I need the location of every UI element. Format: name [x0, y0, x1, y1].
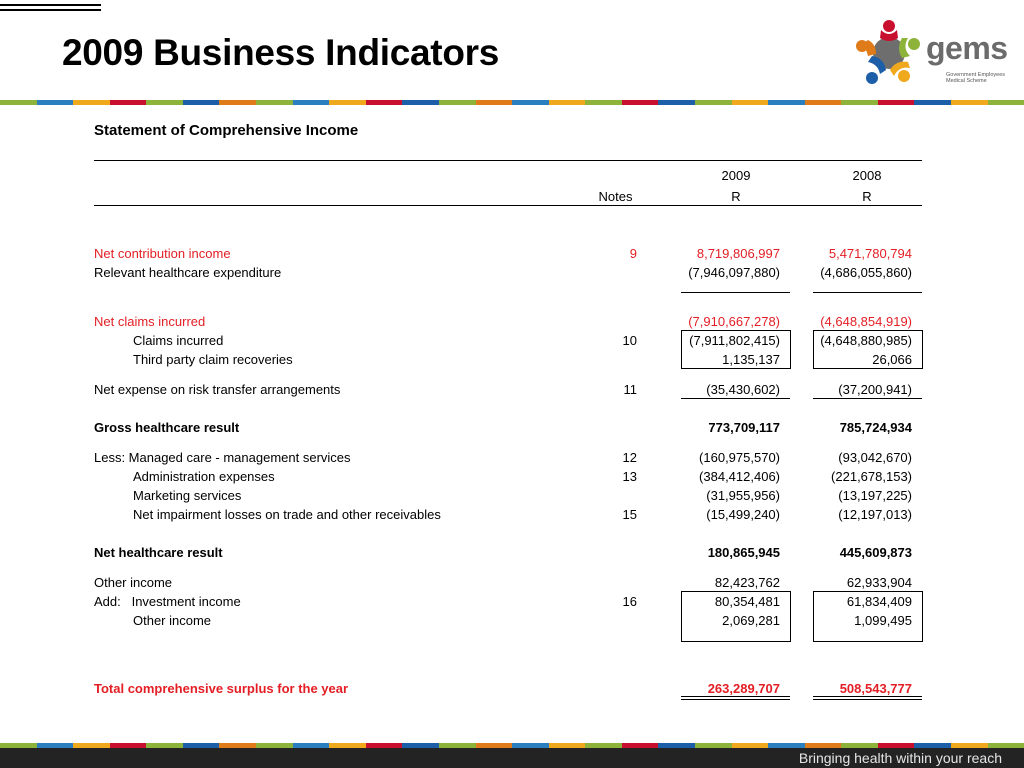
- header-notes: Notes: [598, 189, 633, 204]
- row-value-2008: (12,197,013): [838, 507, 912, 522]
- table-row: [0, 592, 1024, 611]
- row-value-2009: 1,135,137: [722, 352, 780, 367]
- row-label: Claims incurred: [133, 333, 224, 348]
- table-row: [0, 543, 1024, 562]
- stripe-segment: [878, 100, 915, 105]
- logo-tagline: Government Employees Medical Scheme: [946, 72, 1005, 84]
- row-value-2009: (15,499,240): [706, 507, 780, 522]
- row-note: 9: [629, 246, 637, 261]
- row-note: 15: [622, 507, 637, 522]
- row-value-2008: 62,933,904: [846, 575, 912, 590]
- stripe-segment: [768, 100, 805, 105]
- total-double-rule: [813, 699, 922, 700]
- header-currency-2008: R: [862, 189, 872, 204]
- gems-emblem-icon: [854, 18, 924, 88]
- row-label: Add: Investment income: [94, 594, 241, 609]
- row-label: Less: Managed care - management services: [94, 450, 351, 465]
- row-label: Other income: [133, 613, 212, 628]
- row-value-2009: 2,069,281: [722, 613, 780, 628]
- stripe-segment: [549, 100, 586, 105]
- table-row: [0, 467, 1024, 486]
- row-value-2008: 785,724,934: [839, 420, 912, 435]
- stripe-segment: [951, 100, 988, 105]
- stripe-segment: [37, 100, 74, 105]
- row-value-2009: (7,946,097,880): [688, 265, 780, 280]
- row-label: Other income: [94, 575, 173, 590]
- table-row: [0, 331, 1024, 350]
- row-label: Net claims incurred: [94, 314, 206, 329]
- stripe-segment: [329, 100, 366, 105]
- table-row: [0, 448, 1024, 467]
- total-double-rule: [813, 696, 922, 697]
- gems-logo: [854, 18, 1014, 88]
- row-value-2008: (93,042,670): [838, 450, 912, 465]
- row-value-2008: 1,099,495: [854, 613, 912, 628]
- subtotal-rule: [681, 292, 790, 293]
- row-value-2009: 82,423,762: [714, 575, 780, 590]
- row-value-2008: (4,686,055,860): [820, 265, 912, 280]
- row-value-2009: (7,910,667,278): [688, 314, 780, 329]
- stripe-segment: [585, 100, 622, 105]
- row-value-2009: (7,911,802,415): [689, 333, 780, 348]
- row-value-2009: (31,955,956): [706, 488, 780, 503]
- slide-title: 2009 Business Indicators: [62, 32, 499, 73]
- row-note: 13: [622, 469, 637, 484]
- row-note: 16: [622, 594, 637, 609]
- subtotal-rule: [813, 292, 922, 293]
- table-row: [0, 244, 1024, 263]
- stripe-segment: [732, 100, 769, 105]
- row-value-2009: 773,709,117: [708, 420, 780, 435]
- stripe-segment: [73, 100, 110, 105]
- stripe-segment: [805, 100, 842, 105]
- header-top-rule: [94, 160, 922, 161]
- row-value-2008: 61,834,409: [846, 594, 912, 609]
- row-label: Net expense on risk transfer arrangements: [94, 382, 341, 397]
- corner-decoration: [0, 4, 101, 14]
- row-label: Marketing services: [133, 488, 242, 503]
- row-value-2008: (4,648,854,919): [820, 314, 912, 329]
- row-value-2008: (37,200,941): [838, 382, 912, 397]
- stripe-segment: [914, 100, 951, 105]
- row-value-2009: (160,975,570): [699, 450, 780, 465]
- subtotal-rule: [681, 398, 790, 399]
- header-notes-row: [0, 187, 1024, 206]
- row-label: Total comprehensive surplus for the year: [94, 681, 349, 696]
- stripe-segment: [476, 100, 513, 105]
- stripe-segment: [841, 100, 878, 105]
- row-value-2009: 263,289,707: [707, 681, 780, 696]
- stripe-segment: [512, 100, 549, 105]
- row-value-2009: (384,412,406): [699, 469, 780, 484]
- stripe-segment: [439, 100, 476, 105]
- row-label: Net healthcare result: [94, 545, 223, 560]
- row-label: Relevant healthcare expenditure: [94, 265, 282, 280]
- stripe-segment: [622, 100, 659, 105]
- top-color-stripe: [0, 100, 1024, 105]
- statement-title: Statement of Comprehensive Income: [94, 122, 359, 139]
- stripe-segment: [183, 100, 220, 105]
- table-row: [0, 263, 1024, 282]
- stripe-segment: [695, 100, 732, 105]
- row-label: Third party claim recoveries: [133, 352, 293, 367]
- logo-wordmark: gems: [926, 30, 1008, 66]
- stripe-segment: [366, 100, 403, 105]
- stripe-segment: [0, 100, 37, 105]
- row-value-2009: 80,354,481: [714, 594, 780, 609]
- row-value-2009: (35,430,602): [706, 382, 780, 397]
- row-value-2008: (13,197,225): [838, 488, 912, 503]
- header-currency-2009: R: [731, 189, 741, 204]
- row-label: Net contribution income: [94, 246, 231, 261]
- subtotal-rule: [813, 398, 922, 399]
- row-label: Net impairment losses on trade and other receivables: [133, 507, 441, 522]
- footer-slogan: Bringing health within your reach: [798, 750, 1002, 766]
- stripe-segment: [256, 100, 293, 105]
- row-note: 10: [622, 333, 637, 348]
- row-label: Administration expenses: [133, 469, 275, 484]
- total-double-rule: [681, 699, 790, 700]
- row-value-2008: 5,471,780,794: [828, 246, 912, 261]
- stripe-segment: [219, 100, 256, 105]
- stripe-segment: [110, 100, 147, 105]
- header-years-row: [0, 166, 1024, 185]
- row-value-2008: 508,543,777: [839, 681, 912, 696]
- table-row: [0, 611, 1024, 630]
- row-note: 11: [623, 382, 637, 397]
- row-value-2009: 180,865,945: [707, 545, 780, 560]
- table-row: [0, 350, 1024, 369]
- total-double-rule: [681, 696, 790, 697]
- header-2008: 2008: [852, 168, 882, 183]
- header-2009: 2009: [721, 168, 751, 183]
- row-value-2008: 26,066: [872, 352, 912, 367]
- table-row: [0, 418, 1024, 437]
- row-value-2009: 8,719,806,997: [696, 246, 780, 261]
- stripe-segment: [293, 100, 330, 105]
- stripe-segment: [988, 100, 1024, 105]
- footer-band: [0, 748, 1024, 768]
- row-label: Gross healthcare result: [94, 420, 240, 435]
- row-value-2008: (221,678,153): [831, 469, 912, 484]
- table-row: [0, 505, 1024, 524]
- stripe-segment: [402, 100, 439, 105]
- table-row: [0, 312, 1024, 331]
- row-value-2008: 445,609,873: [839, 545, 912, 560]
- stripe-segment: [658, 100, 695, 105]
- stripe-segment: [146, 100, 183, 105]
- table-row: [0, 573, 1024, 592]
- row-value-2008: (4,648,880,985): [820, 333, 912, 348]
- table-row: [0, 486, 1024, 505]
- row-note: 12: [622, 450, 637, 465]
- table-row: [0, 380, 1024, 399]
